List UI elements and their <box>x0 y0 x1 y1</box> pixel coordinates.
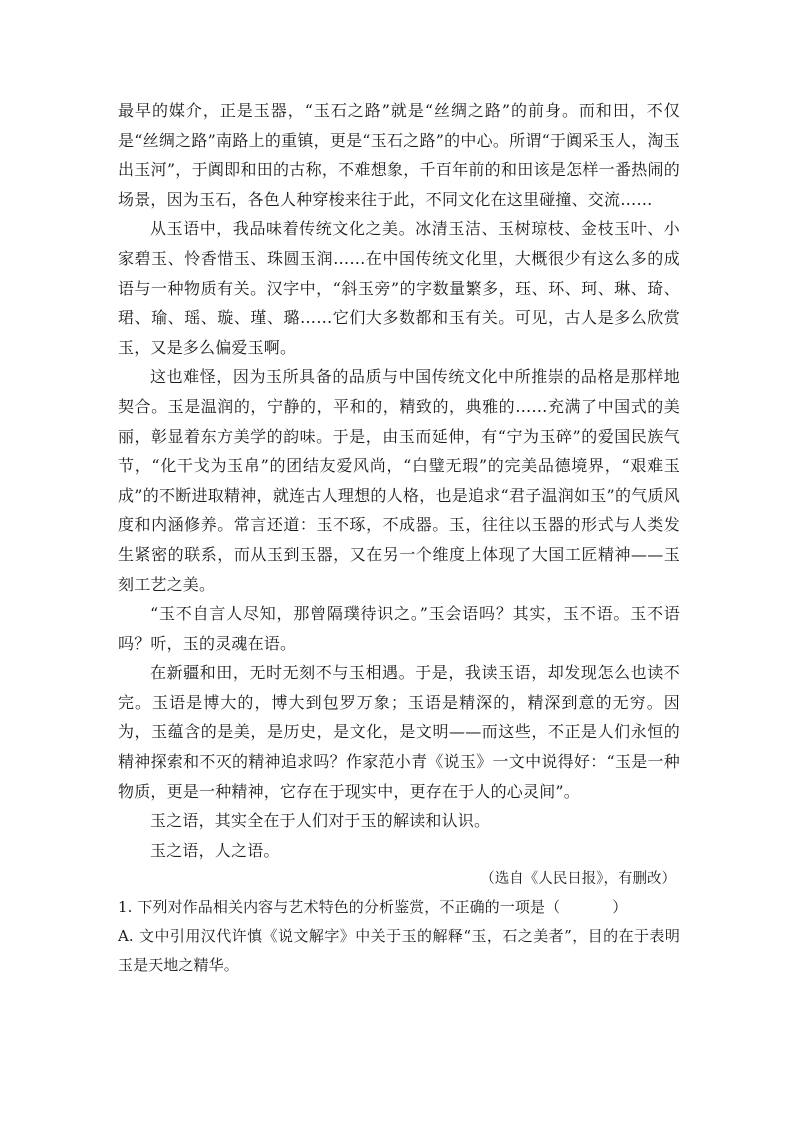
article-paragraph-4: “玉不自言人尽知，那曾隔璞待识之。”玉会语吗？其实，玉不语。玉不语吗？听，玉的灵魂在语。 <box>118 604 680 653</box>
question-1-option-a: A. 文中引用汉代许慎《说文解字》中关于玉的解释“玉，石之美者”，目的在于表明玉是天地之精华。 <box>118 927 680 975</box>
article-paragraph-1: 最早的媒介，正是玉器，“玉石之路”就是“丝绸之路”的前身。而和田，不仅是“丝绸之路”南路上的重镇，更是“玉石之路”的中心。所谓“于阗采玉人，淘玉出玉河”，于阗即和田的古称，不难想象，千百年前的和田该是怎样一番热闹的场景，因为玉石，各色人种穿梭来往于此，不同文化在这里碰撞、交流…… <box>118 101 680 209</box>
article-source: （选自《人民日报》，有删改） <box>480 871 676 888</box>
document-page <box>118 96 680 980</box>
article-paragraph-6: 玉之语，其实全在于人们对于玉的解读和认识。 <box>150 811 491 831</box>
question-1-stem-close: ） <box>612 898 628 917</box>
article-paragraph-5: 在新疆和田，无时无刻不与玉相遇。于是，我读玉语，却发现怎么也读不完。玉语是博大的，博大到包罗万象；玉语是精深的，精深到意的无穷。因为，玉蕴含的是美，是历史，是文化，是文明——而这些，不正是人们永恒的精神探索和不灭的精神追求吗？作家范小青《说玉》一文中说得好：“玉是一种物质，更是一种精神，它存在于现实中，更存在于人的心灵间”。 <box>118 663 680 801</box>
article-paragraph-2: 从玉语中，我品味着传统文化之美。冰清玉洁、玉树琼枝、金枝玉叶、小家碧玉、怜香惜玉、珠圆玉润……在中国传统文化里，大概很少有这么多的成语与一种物质有关。汉字中，“斜玉旁”的字数量繁多，珏、环、珂、琳、琦、珺、瑜、瑶、璇、瑾、璐……它们大多数都和玉有关。可见，古人是多么欣赏玉，又是多么偏爱玉啊。 <box>118 219 680 357</box>
question-1-stem-text: 1. 下列对作品相关内容与艺术特色的分析鉴赏，不正确的一项是（ <box>118 898 561 917</box>
article-paragraph-7: 玉之语，人之语。 <box>150 840 280 860</box>
article-paragraph-3: 这也难怪，因为玉所具备的品质与中国传统文化中所推崇的品格是那样地契合。玉是温润的，宁静的，平和的，精致的，典雅的……充满了中国式的美丽，彰显着东方美学的韵味。于是，由玉而延伸，有“宁为玉碎”的爱国民族气节，“化干戈为玉帛”的团结友爱风尚，“白璧无瑕”的完美品德境界，“艰难玉成”的不断进取精神，就连古人理想的人格，也是追求“君子温润如玉”的气质风度和内涵修养。常言还道：玉不琢，不成器。玉，往往以玉器的形式与人类发生紧密的联系，而从玉到玉器，又在另一个维度上体现了大国工匠精神——玉刻工艺之美。 <box>118 367 680 594</box>
question-1-stem <box>118 893 680 922</box>
